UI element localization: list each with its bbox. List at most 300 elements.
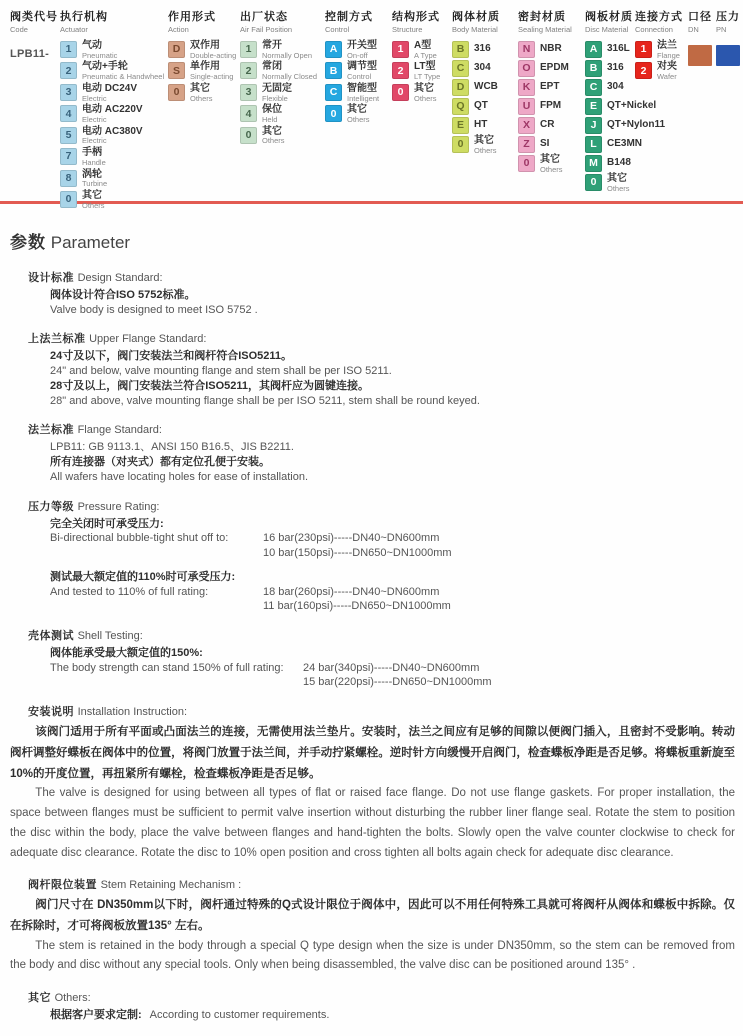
code-box: 1 (392, 41, 409, 58)
label-value-row (50, 1008, 735, 1023)
item-label-secondary: Others (262, 136, 285, 146)
legend-item (518, 117, 572, 134)
item-label-primary: 手柄 (82, 147, 102, 159)
text-line: 28" and above, valve mounting flange shall be per ISO 5211, stem shall be round keyed. (50, 394, 480, 407)
code-box: A (325, 41, 342, 58)
item-label-primary: 常开 (262, 40, 282, 51)
code-box: X (518, 117, 535, 134)
section-title (28, 421, 735, 437)
legend-column-header (240, 8, 317, 34)
code-box: S (168, 62, 185, 79)
legend-item-label (474, 117, 487, 132)
item-label-secondary: Normally Open (262, 50, 313, 60)
item-label-primary: B148 (607, 157, 631, 168)
legend-item-label (262, 127, 285, 146)
code-box: O (518, 60, 535, 77)
section-title (28, 703, 735, 719)
item-label-primary: HT (474, 119, 488, 130)
legend-item-label (474, 98, 488, 113)
item-label-primary: 电动 AC220V (82, 104, 143, 116)
column-title-zh: 作用形式 (168, 11, 216, 23)
code-box: 1 (240, 41, 257, 58)
code-box: 0 (452, 136, 469, 153)
legend-item-label (82, 41, 117, 60)
code-box: N (518, 41, 535, 58)
code-box: 0 (240, 127, 257, 144)
value-line: 24 bar(340psi)-----DN40~DN600mm (303, 661, 480, 674)
item-label-secondary: Intelligent (347, 93, 380, 103)
label-value-row (50, 661, 735, 690)
legend-item (325, 41, 379, 60)
legend-item-list (60, 41, 164, 210)
code-box: B (585, 60, 602, 77)
section-title-zh: 上法兰标准 (28, 333, 90, 346)
item-label-primary: 其它 (262, 125, 282, 137)
item-label-primary: 其它 (414, 82, 434, 94)
code-box: J (585, 117, 602, 134)
section-title (28, 989, 735, 1005)
text-line: 阀体能承受最大额定值的150%: (50, 647, 203, 660)
legend-item (452, 41, 500, 58)
section-title-zh: 其它 (28, 992, 55, 1005)
item-label-primary: 其它 (540, 154, 560, 165)
item-label-secondary: Others (474, 145, 497, 155)
param-section (28, 330, 735, 408)
legend-item-list (452, 41, 500, 155)
text-line: LPB11: GB 9113.1、ANSI 150 B16.5、JIS B2211. (50, 441, 294, 454)
value-line: 10 bar(150psi)-----DN650~DN1000mm (263, 547, 452, 560)
code-box: C (585, 79, 602, 96)
legend-item-label (190, 62, 233, 81)
dn-color-swatch (688, 45, 712, 66)
code-box: 8 (60, 170, 77, 187)
legend-item-label (607, 79, 624, 94)
code-box: 1 (60, 41, 77, 58)
item-label-secondary: Others (540, 164, 563, 174)
column-title-en: Actuator (60, 25, 88, 34)
section-title-en: Flange Standard: (77, 424, 162, 437)
param-section (28, 269, 735, 317)
item-label-primary: 其它 (607, 173, 627, 184)
item-label-primary: 其它 (474, 135, 494, 146)
legend-item-label (262, 84, 292, 103)
item-label-secondary: Wafer (657, 72, 677, 82)
legend-item-label (262, 41, 312, 60)
item-label-primary: CE3MN (607, 138, 643, 149)
code-box: 5 (60, 127, 77, 144)
row-values (150, 1008, 330, 1023)
legend-item-label (190, 41, 236, 60)
item-label-primary: 316 (607, 62, 624, 73)
item-label-secondary: Control (347, 72, 372, 82)
parameter-heading-zh: 参数 (10, 233, 46, 252)
legend-item-label (474, 136, 497, 155)
section-title (28, 876, 735, 892)
legend-item-label (540, 136, 549, 151)
code-box: E (452, 117, 469, 134)
item-label-secondary: Handle (82, 157, 106, 167)
code-box: 1 (635, 41, 652, 58)
legend-item (240, 127, 317, 146)
column-title-en: DN (688, 25, 699, 34)
section-title-en: Installation Instruction: (77, 706, 188, 719)
legend-item (585, 174, 665, 193)
legend-item-list (168, 41, 236, 103)
legend-item (518, 98, 572, 115)
column-title-zh: 阀类代号 (10, 11, 58, 23)
section-paragraphs (10, 722, 735, 863)
section-title-en: Pressure Rating: (77, 500, 160, 513)
legend-column-structure (392, 8, 440, 105)
item-label-primary: 其它 (190, 82, 210, 94)
legend-item-label (414, 62, 440, 81)
item-label-primary: 涡轮 (82, 168, 102, 180)
column-title-en: Body Material (452, 25, 498, 34)
legend-item-label (474, 60, 491, 75)
legend-item-label (607, 136, 642, 151)
section-title-en: Design Standard: (77, 272, 163, 284)
text-line: 28寸及以上，阀门安装法兰符合ISO5211，其阀杆应为圆键连接。 (50, 379, 370, 392)
item-label-secondary: Flexible (262, 93, 288, 103)
item-label-primary: 法兰 (657, 40, 677, 51)
item-label-secondary: Flange (657, 50, 680, 60)
code-box: C (325, 84, 342, 101)
item-label-primary: 304 (607, 81, 624, 92)
section-lines (50, 646, 735, 690)
item-label-secondary: Electric (82, 93, 107, 103)
legend-item-list (240, 41, 317, 146)
legend-item (60, 84, 164, 103)
column-title-en: Code (10, 25, 28, 34)
code-box: 2 (240, 62, 257, 79)
value-line: 11 bar(160psi)-----DN650~DN1000mm (263, 600, 451, 613)
section-title-zh: 阀杆限位装置 (28, 879, 101, 892)
column-title-en: Control (325, 25, 350, 34)
item-label-primary: 电动 DC24V (82, 82, 138, 94)
legend-item-label (82, 62, 164, 81)
item-label-primary: EPDM (540, 62, 569, 73)
item-label-secondary: A Type (414, 50, 437, 60)
legend-item-label (82, 148, 106, 167)
text-line: 阀体设计符合ISO 5752标准。 (50, 289, 196, 301)
legend-column-header (392, 8, 440, 34)
legend-column-header (10, 8, 58, 34)
item-label-secondary: On-off (347, 50, 368, 60)
legend-item (168, 62, 236, 81)
legend-item (240, 41, 317, 60)
item-label-primary: 316 (474, 43, 491, 54)
legend-item (452, 60, 500, 77)
section-lines (50, 517, 735, 614)
paragraph: The stem is retained in the body through a special Q type design when the size is under DN350mm, so the stem can be removed from the body and disc without any special tools. Only when being disassembled, the valve disc can be positioned around 135° . (10, 939, 735, 972)
legend-item (585, 117, 665, 134)
row-label: Bi-directional bubble-tight shut off to: (50, 532, 229, 545)
legend-column-header (60, 8, 164, 34)
legend-item-label (82, 191, 105, 210)
value-line: According to customer requirements. (149, 1009, 330, 1022)
legend-column-dn (688, 8, 712, 66)
item-label-primary: EPT (540, 81, 560, 92)
text-line: 所有连接器（对夹式）都有定位孔便于安装。 (50, 456, 270, 469)
legend-column-header (635, 8, 683, 34)
legend-item-label (347, 41, 377, 60)
code-box: C (452, 60, 469, 77)
legend-item-label (607, 174, 630, 193)
code-box: B (325, 62, 342, 79)
legend-item (518, 60, 572, 77)
item-label-primary: 电动 AC380V (82, 125, 143, 137)
code-box: 0 (518, 155, 535, 172)
legend-item-label (607, 117, 665, 132)
item-label-secondary: Turbine (82, 179, 108, 189)
legend-column-air-fail-position (240, 8, 317, 148)
text-line: Valve body is designed to meet ISO 5752 . (50, 303, 258, 316)
legend-column-code (10, 8, 58, 60)
legend-item (518, 41, 572, 58)
legend-item-list (635, 41, 683, 82)
legend-item (168, 41, 236, 60)
code-box: 0 (392, 84, 409, 101)
section-lines (50, 440, 735, 484)
item-label-primary: QT+Nylon11 (607, 119, 666, 130)
item-label-primary: A型 (414, 40, 432, 51)
column-title-zh: 控制方式 (325, 11, 373, 23)
column-title-zh: 出厂状态 (240, 11, 288, 23)
column-title-zh: 阀体材质 (452, 11, 500, 23)
section-title (28, 627, 735, 643)
legend-item-label (82, 127, 143, 146)
item-label-secondary: Others (82, 200, 105, 210)
section-title-zh: 压力等级 (28, 500, 78, 513)
legend-item-label (540, 155, 563, 174)
section-title-zh: 安装说明 (28, 706, 78, 719)
legend-item (635, 41, 683, 60)
legend-item-label (82, 105, 143, 124)
section-title-en: Upper Flange Standard: (89, 333, 207, 346)
legend-item-label (607, 41, 630, 56)
legend-item (168, 84, 236, 103)
item-label-primary: 304 (474, 62, 491, 73)
code-box: 3 (240, 84, 257, 101)
item-label-primary: 开关型 (347, 40, 377, 51)
text-line: 24" and below, valve mounting flange and stem shall be per ISO 5211. (50, 365, 392, 378)
row-values (303, 661, 492, 690)
section-title (28, 269, 735, 285)
item-label-primary: QT (474, 100, 488, 111)
legend-item-label (657, 62, 677, 81)
row-values (263, 531, 452, 560)
legend-column-pn (716, 8, 740, 66)
legend-column-body-material (452, 8, 500, 157)
legend-item-label (474, 79, 498, 94)
section-lines (50, 288, 735, 317)
code-box: 0 (585, 174, 602, 191)
legend-item (325, 105, 379, 124)
legend-item (325, 62, 379, 81)
code-box: 0 (168, 84, 185, 101)
column-title-en: Air Fail Position (240, 25, 293, 34)
label-value-row (50, 585, 735, 614)
legend-item-label (347, 105, 370, 124)
text-line: 24寸及以下，阀门安装法兰和阀杆符合ISO5211。 (50, 350, 293, 363)
column-title-en: Sealing Material (518, 25, 572, 34)
code-box: 4 (240, 105, 257, 122)
code-box: L (585, 136, 602, 153)
column-title-zh: 口径 (688, 11, 712, 23)
item-label-primary: 单作用 (190, 61, 220, 73)
legend-item (518, 155, 572, 174)
section-title-zh: 法兰标准 (28, 424, 78, 437)
legend-item (60, 105, 164, 124)
legend-item (635, 62, 683, 81)
code-box: 3 (60, 84, 77, 101)
section-title-zh: 设计标准 (28, 272, 78, 284)
legend-item (452, 98, 500, 115)
text-line: All wafers have locating holes for ease of installation. (50, 470, 309, 483)
parameter-sections (10, 269, 735, 1023)
text-line: 测试最大额定值的110%时可承受压力: (50, 570, 236, 583)
item-label-secondary: Others (347, 115, 370, 125)
item-label-primary: 无固定 (262, 82, 292, 94)
item-label-primary: 其它 (347, 104, 367, 116)
legend-item (392, 41, 440, 60)
legend-column-actuator (60, 8, 164, 212)
param-section (10, 703, 735, 863)
param-section (28, 421, 735, 484)
item-label-primary: CR (540, 119, 555, 130)
legend-item (60, 41, 164, 60)
code-box: E (585, 98, 602, 115)
item-label-secondary: Pneumatic & Handwheel (82, 72, 165, 82)
column-title-zh: 阀板材质 (585, 11, 633, 23)
legend-column-control (325, 8, 379, 127)
legend-item-list (325, 41, 379, 125)
legend-item (518, 79, 572, 96)
section-paragraphs (10, 895, 735, 976)
section-lines (50, 349, 735, 408)
legend-item-label (540, 98, 561, 113)
row-label: And tested to 110% of full rating: (50, 585, 209, 598)
legend-column-connection (635, 8, 683, 84)
item-label-secondary: Electric (82, 136, 107, 146)
row-label: The body strength can stand 150% of full rating: (50, 661, 284, 674)
section-title-en: Stem Retaining Mechanism : (100, 879, 242, 892)
item-label-primary: QT+Nickel (607, 100, 657, 111)
legend-item-label (540, 41, 562, 56)
legend-item-list (518, 41, 572, 174)
item-label-primary: 保位 (262, 104, 282, 116)
legend-item (392, 84, 440, 103)
legend-item (240, 84, 317, 103)
column-title-en: Structure (392, 25, 423, 34)
legend-item-label (82, 170, 107, 189)
column-title-zh: 压力 (716, 11, 740, 23)
item-label-secondary: Double-acting (190, 50, 237, 60)
section-title-en: Others: (54, 992, 91, 1005)
value-line: 18 bar(260psi)-----DN40~DN600mm (263, 585, 440, 598)
item-label-primary: LT型 (414, 61, 436, 73)
code-box: K (518, 79, 535, 96)
item-label-secondary: Electric (82, 115, 107, 125)
legend-item-label (540, 79, 559, 94)
legend-item (392, 62, 440, 81)
item-label-primary: 其它 (82, 189, 102, 201)
section-lines (50, 1008, 735, 1023)
column-title-en: PN (716, 25, 727, 34)
item-label-primary: 双作用 (190, 40, 220, 51)
param-section (28, 989, 735, 1023)
parameter-heading-en: Parameter (50, 233, 131, 252)
legend-item (60, 127, 164, 146)
legend-item (60, 148, 164, 167)
item-label-primary: 调节型 (347, 61, 377, 73)
legend-item-label (262, 105, 282, 124)
code-box: D (168, 41, 185, 58)
item-label-secondary: LT Type (414, 72, 441, 82)
legend-item (240, 105, 317, 124)
value-line: 16 bar(230psi)-----DN40~DN600mm (263, 532, 440, 545)
legend-item (325, 84, 379, 103)
legend-item-label (540, 60, 569, 75)
label-value-row (50, 531, 735, 560)
legend-item (452, 79, 500, 96)
model-code-legend (0, 0, 743, 210)
column-title-zh: 结构形式 (392, 11, 440, 23)
text-line: 完全关闭时可承受压力: (50, 517, 164, 530)
column-title-en: Action (168, 25, 189, 34)
item-label-secondary: Normally Closed (262, 72, 318, 82)
legend-item (240, 62, 317, 81)
item-label-primary: 气动 (82, 40, 102, 51)
column-title-zh: 连接方式 (635, 11, 683, 23)
item-label-primary: NBR (540, 43, 562, 54)
value-line: 15 bar(220psi)-----DN650~DN1000mm (303, 676, 492, 689)
legend-item-label (262, 62, 317, 81)
code-box: B (452, 41, 469, 58)
item-label-secondary: Others (414, 93, 437, 103)
item-label-secondary: Pneumatic (82, 50, 118, 60)
item-label-secondary: Others (607, 183, 630, 193)
paragraph: 阀门尺寸在 DN350mm以下时，阀杆通过特殊的Q式设计限位于阀体中，因此可以不用任何特殊工具就可将阀杆从阀体和蝶板中拆除。仅在拆除时，才可将阀板放置135° 左右。 (10, 899, 735, 933)
pn-color-swatch (716, 45, 740, 66)
code-box: U (518, 98, 535, 115)
series-code: LPB11- (10, 48, 50, 60)
code-box: D (452, 79, 469, 96)
column-title-zh: 执行机构 (60, 11, 108, 23)
legend-item (452, 136, 500, 155)
legend-item (585, 98, 665, 115)
item-label-primary: 智能型 (347, 82, 377, 94)
legend-item-label (190, 84, 213, 103)
legend-item (585, 155, 665, 172)
code-box: 4 (60, 105, 77, 122)
legend-item-label (414, 41, 437, 60)
code-box: 0 (325, 105, 342, 122)
legend-item-label (657, 41, 680, 60)
code-box: 2 (635, 62, 652, 79)
legend-column-header (688, 8, 712, 34)
code-box: M (585, 155, 602, 172)
item-label-primary: 对夹 (657, 61, 677, 73)
item-label-secondary: Others (190, 93, 213, 103)
legend-item-label (347, 62, 377, 81)
section-title (28, 498, 735, 514)
legend-item-label (607, 60, 624, 75)
item-label-primary: SI (540, 138, 550, 149)
legend-item-label (347, 84, 379, 103)
legend-item-label (607, 155, 631, 170)
legend-column-sealing-material (518, 8, 572, 176)
